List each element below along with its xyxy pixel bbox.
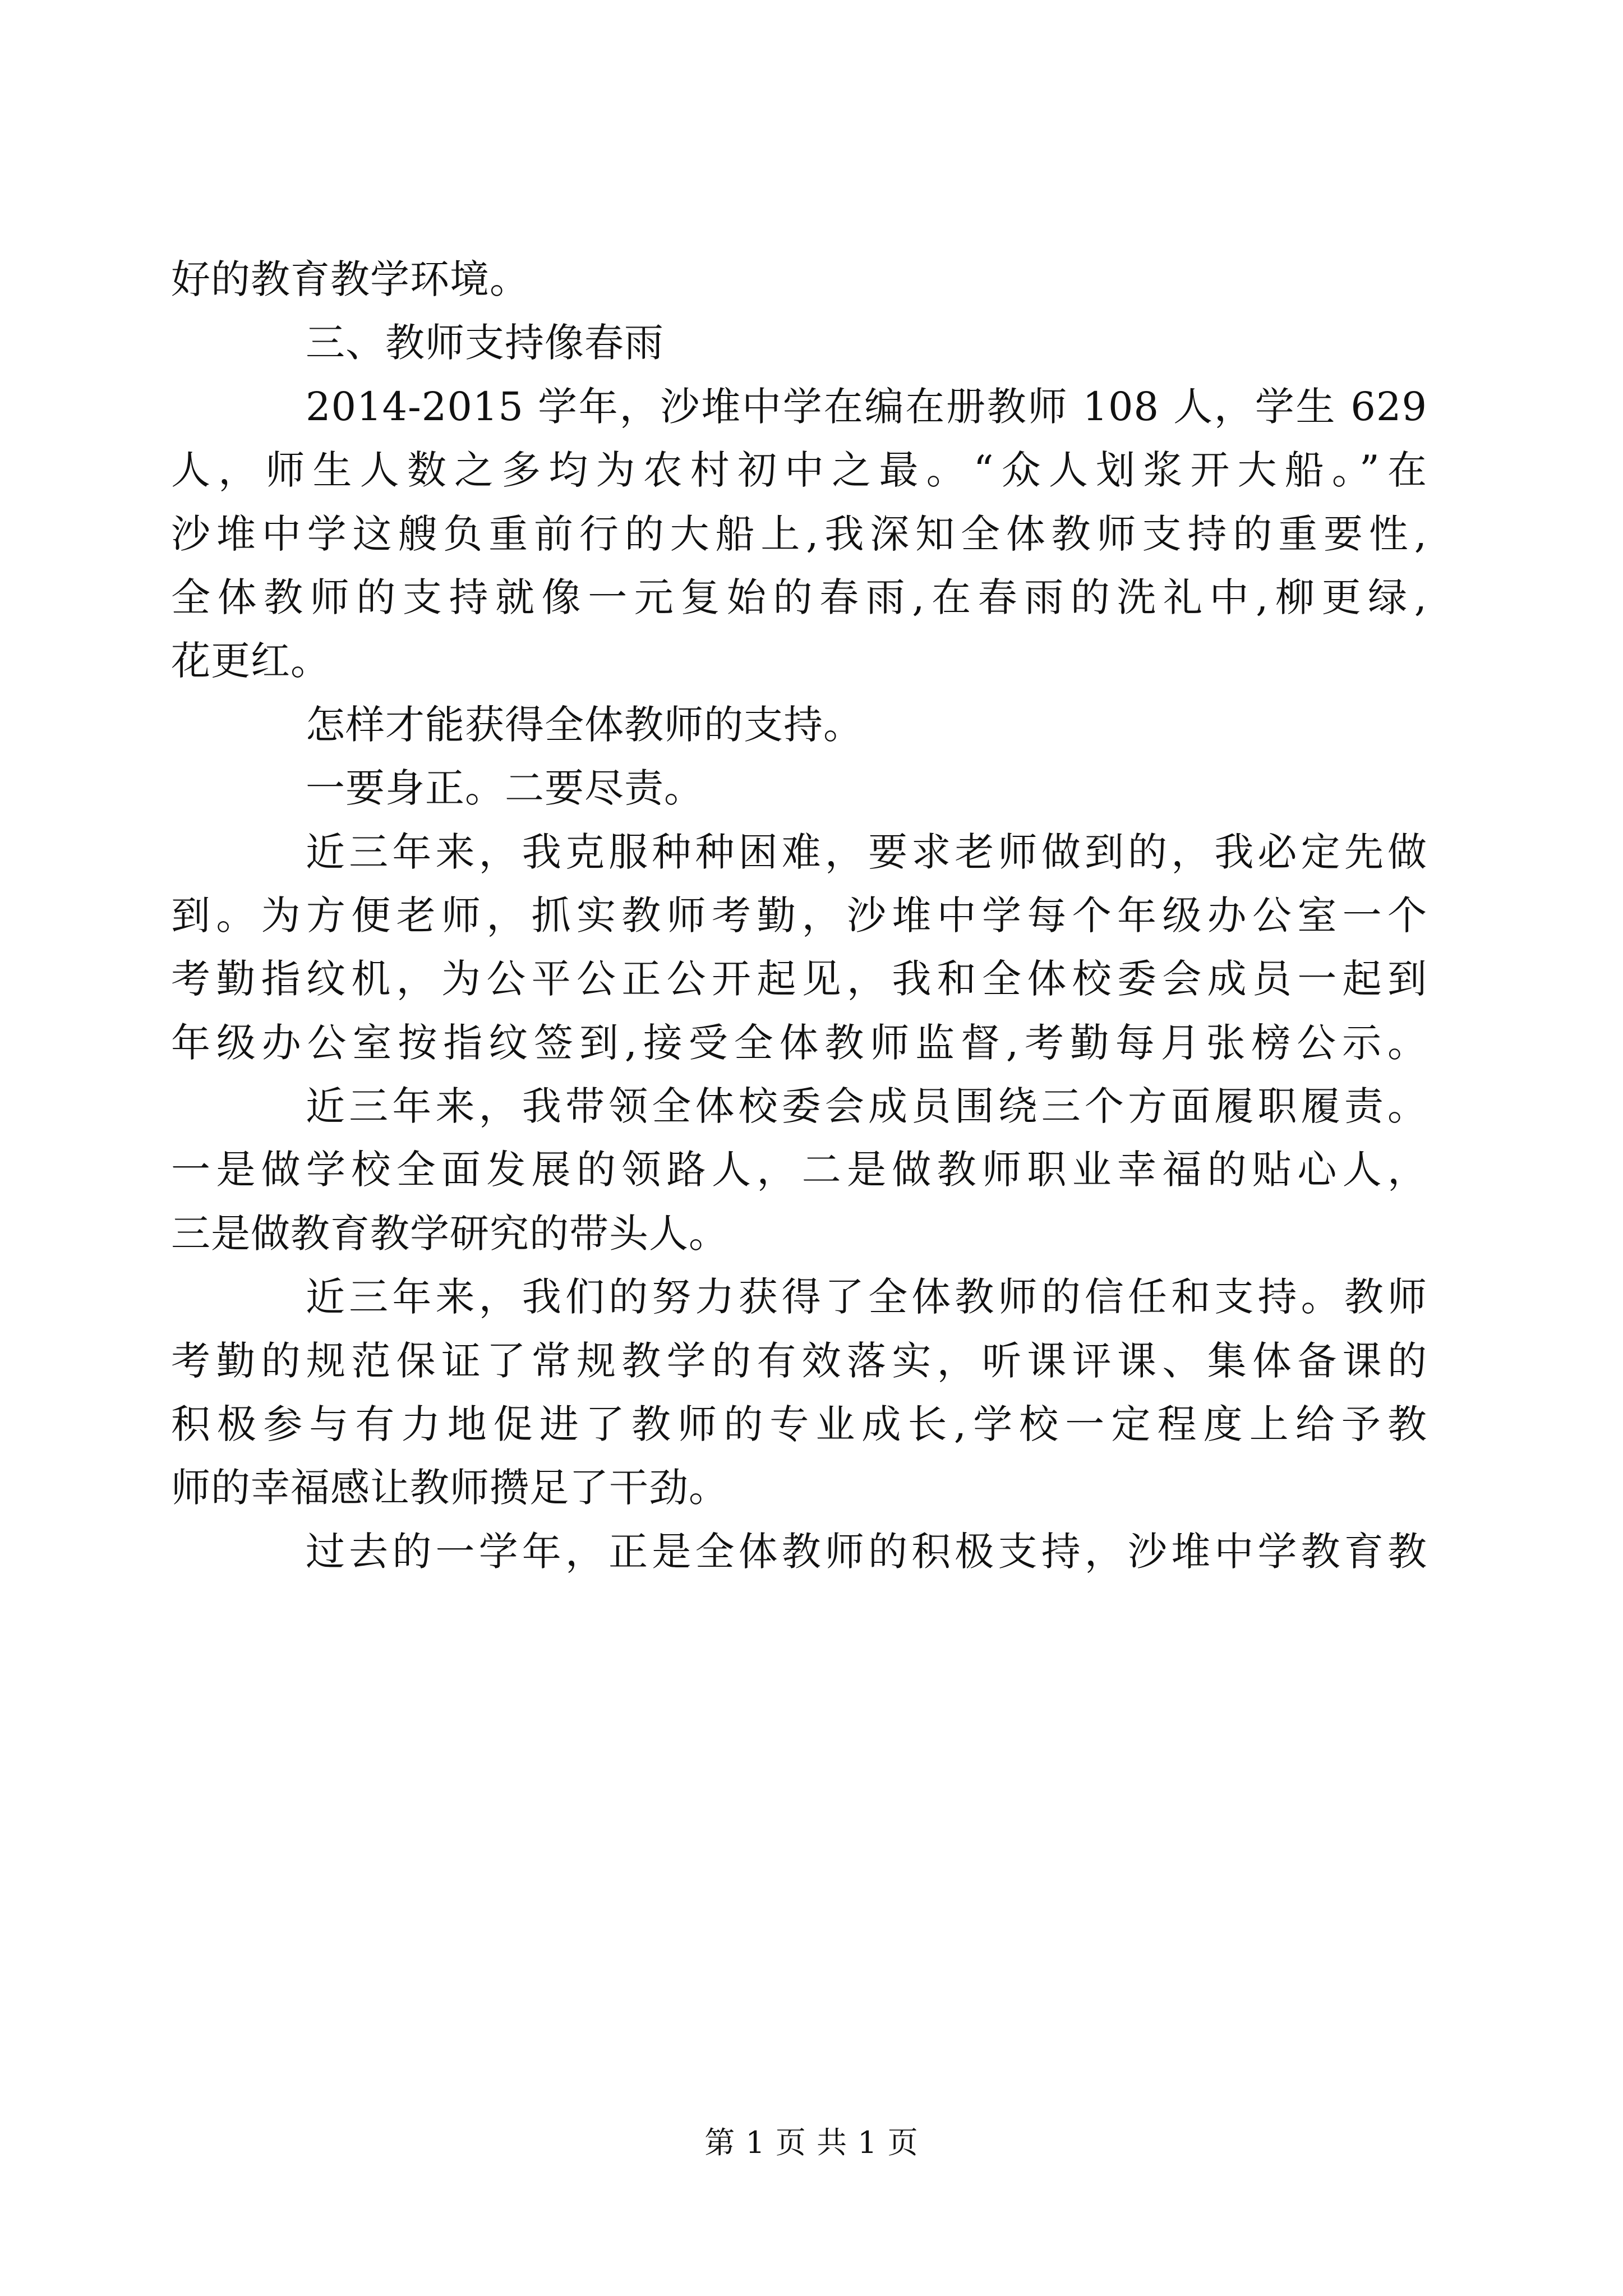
text-line: 花更红。 [171,638,330,684]
document-body [171,248,1427,1584]
section-heading: 三、教师支持像春雨 [306,320,664,366]
page-number: 第 1 页 共 1 页 [704,2125,919,2160]
text-line: 近三年来，我带领全体校委会成员围绕三个方面履职履责。 [306,1083,1427,1130]
text-line: 全体教师的支持就像一元复始的春雨,在春雨的洗礼中,柳更绿, [171,574,1427,620]
text-line: 2014-2015 学年，沙堆中学在编在册教师 108 人，学生 629 [306,383,1427,430]
text-line: 考勤指纹机，为公平公正公开起见，我和全体校委会成员一起到 [171,956,1427,1002]
text-line: 好的教育教学环境。 [171,256,529,302]
text-line: 人，师生人数之多均为农村初中之最。“众人划浆开大船。”在 [171,447,1427,494]
text-line: 师的幸福感让教师攒足了干劲。 [171,1465,728,1511]
text-line: 到。为方便老师，抓实教师考勤，沙堆中学每个年级办公室一个 [171,892,1427,938]
text-line: 过去的一学年，正是全体教师的积极支持，沙堆中学教育教 [306,1528,1427,1575]
text-line: 年级办公室按指纹签到,接受全体教师监督,考勤每月张榜公示。 [171,1019,1427,1066]
text-line: 怎样才能获得全体教师的支持。 [306,701,863,748]
text-line: 近三年来，我克服种种困难，要求老师做到的，我必定先做 [306,829,1427,875]
text-line: 一是做学校全面发展的领路人，二是做教师职业幸福的贴心人， [171,1147,1427,1193]
text-line: 沙堆中学这艘负重前行的大船上,我深知全体教师支持的重要性, [171,510,1427,557]
text-line: 近三年来，我们的努力获得了全体教师的信任和支持。教师 [306,1274,1427,1320]
text-line: 考勤的规范保证了常规教学的有效落实，听课评课、集体备课的 [171,1337,1427,1384]
text-line: 一要身正。二要尽责。 [306,765,704,812]
page-footer [0,2125,1623,2161]
text-line: 积极参与有力地促进了教师的专业成长,学校一定程度上给予教 [171,1401,1427,1448]
text-line: 三是做教育教学研究的带头人。 [171,1210,728,1257]
